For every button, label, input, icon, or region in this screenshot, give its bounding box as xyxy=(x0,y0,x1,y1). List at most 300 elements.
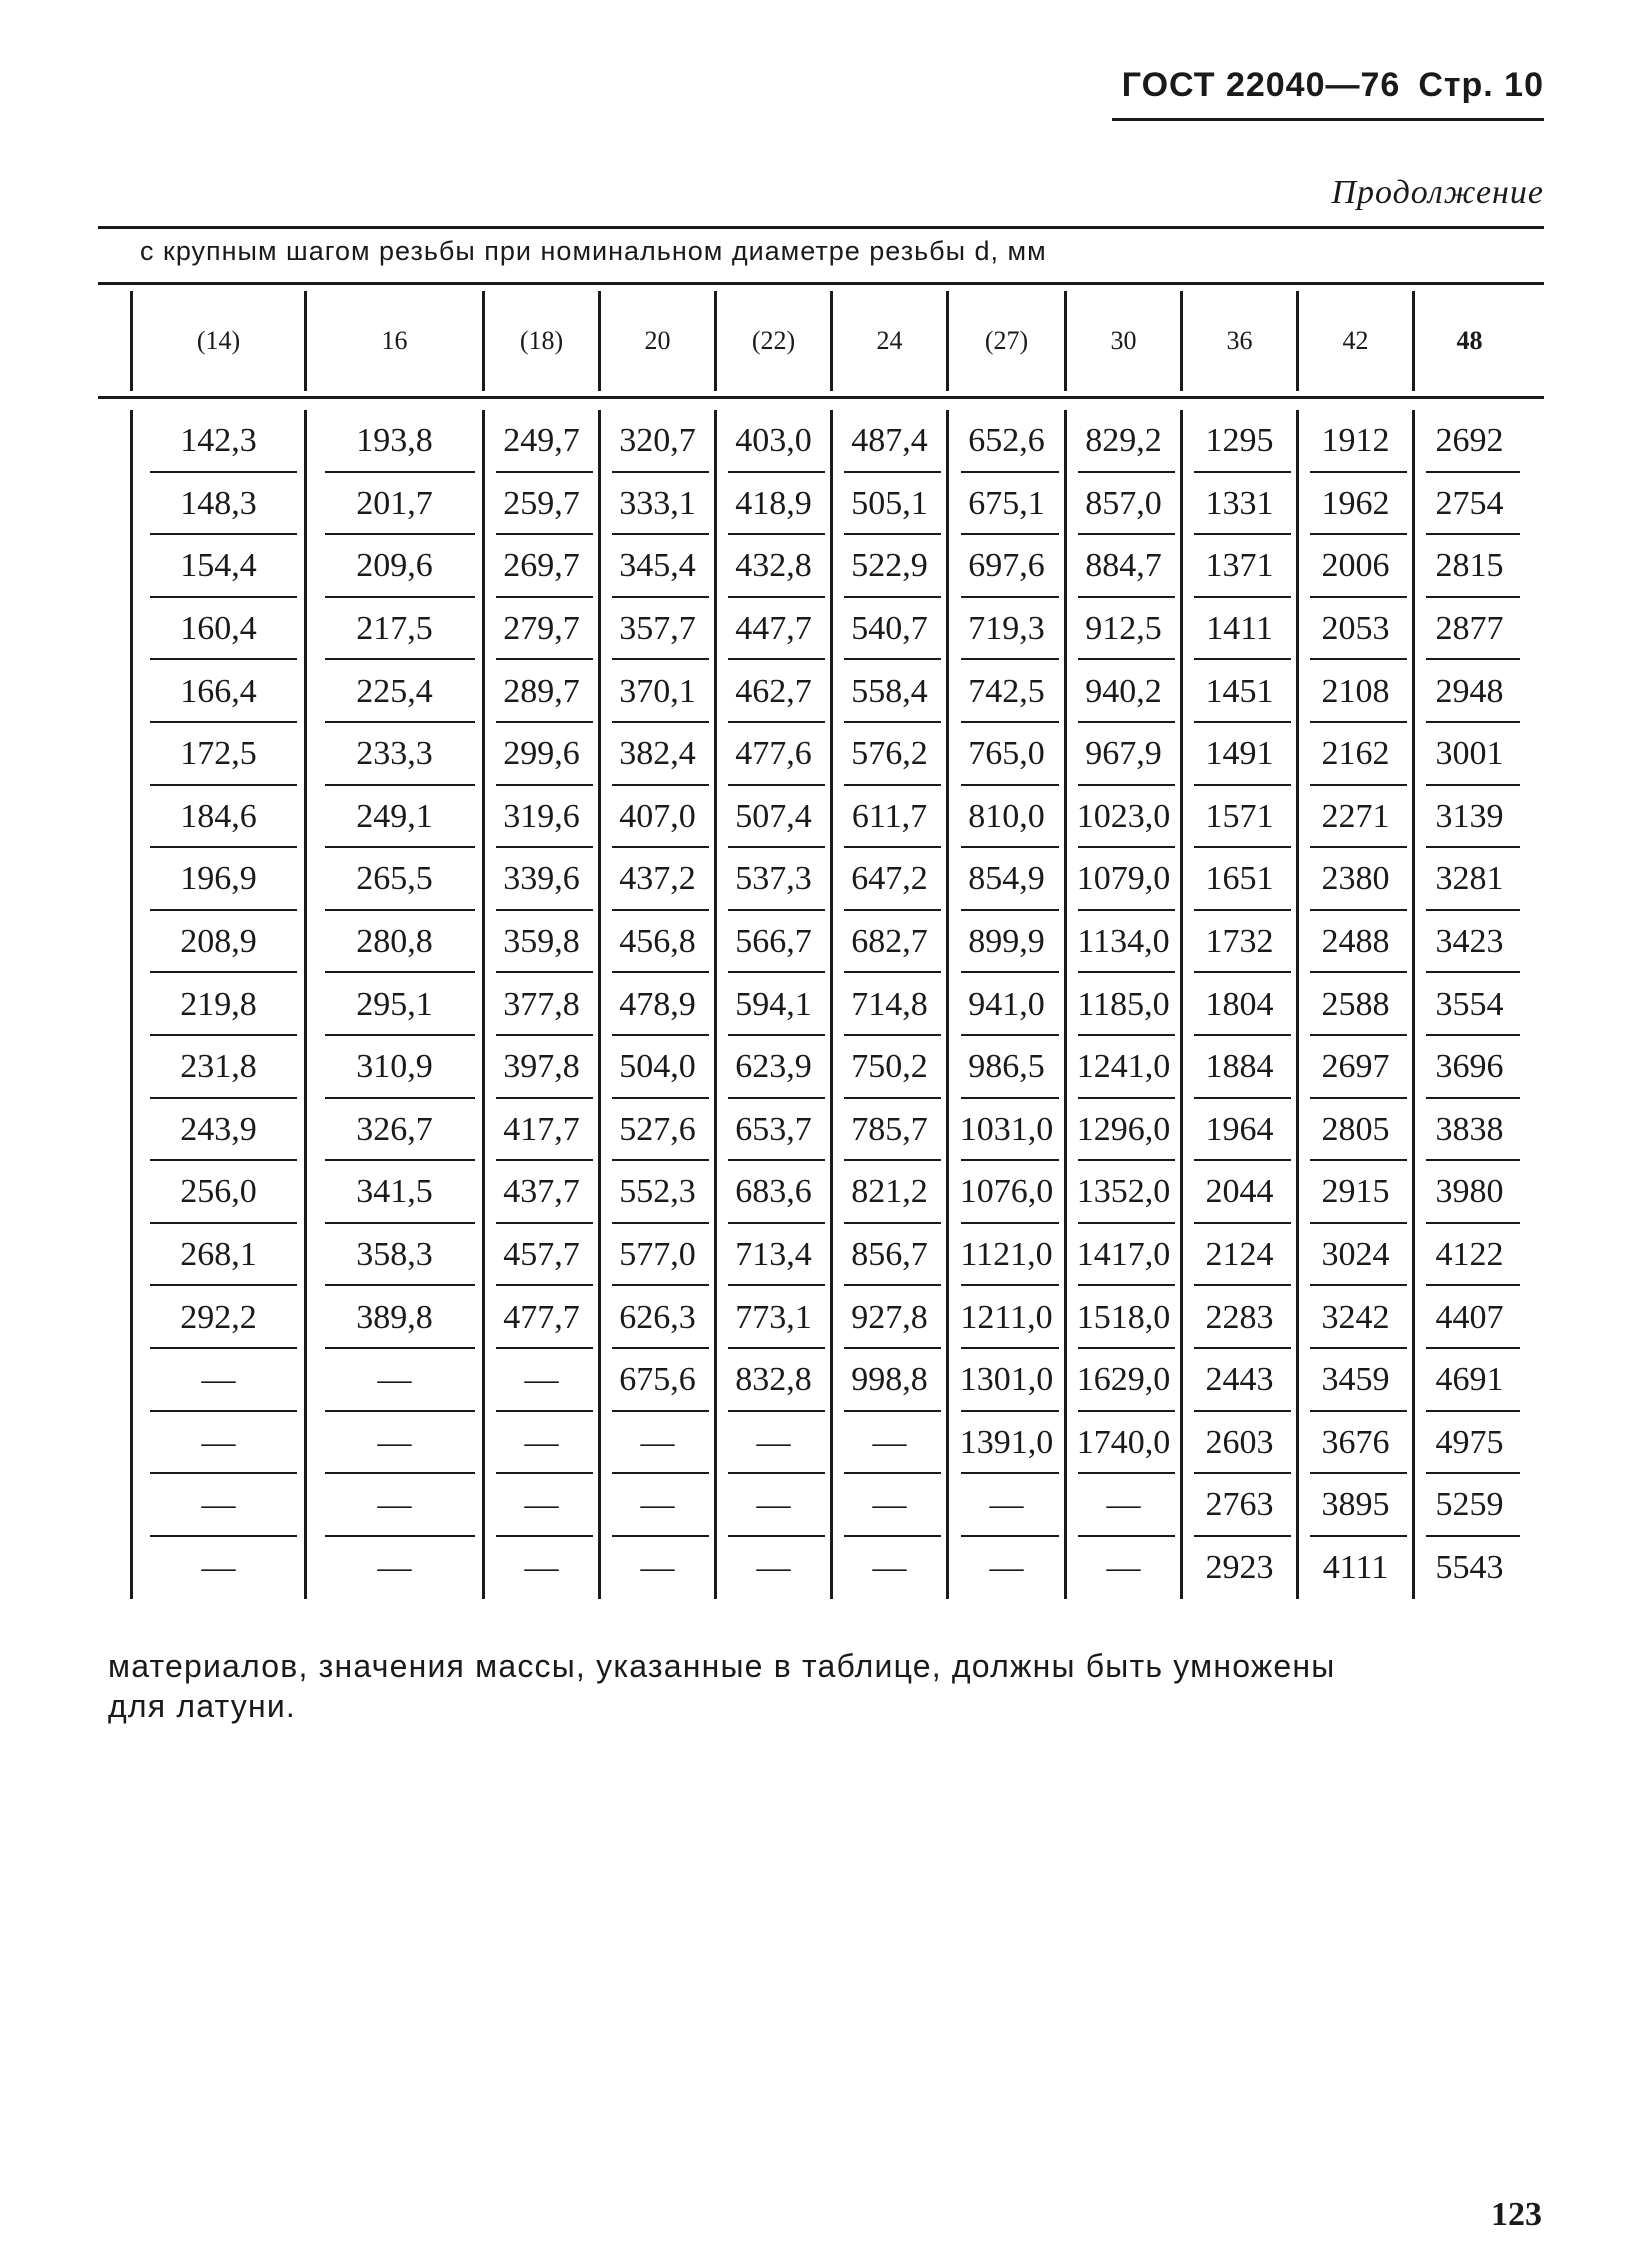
table-cell xyxy=(1296,1099,1412,1162)
cell-value: 998,8 xyxy=(851,1361,928,1399)
table-cell xyxy=(598,848,714,911)
cell-value: 225,4 xyxy=(356,672,433,710)
cell-value: 2443 xyxy=(1205,1361,1274,1399)
cell-value: 3676 xyxy=(1321,1423,1390,1461)
table-cell xyxy=(946,1099,1064,1162)
table-cell xyxy=(1296,598,1412,661)
table-cell xyxy=(830,1099,946,1162)
table-cell xyxy=(598,410,714,473)
cell-value: 1964 xyxy=(1205,1110,1274,1148)
cell-value: 829,2 xyxy=(1085,422,1162,460)
cell-value: 2006 xyxy=(1321,547,1390,585)
table-cell xyxy=(482,410,598,473)
cell-value: 2877 xyxy=(1435,610,1504,648)
cell-value: 3281 xyxy=(1435,860,1504,898)
table-cell xyxy=(1180,1036,1296,1099)
footnote-line-2: для латуни. xyxy=(108,1688,296,1724)
table-cell xyxy=(946,535,1064,598)
cell-value: — xyxy=(640,1548,675,1586)
table-cell xyxy=(1064,535,1180,598)
table-cell xyxy=(830,723,946,786)
table-cell xyxy=(130,1036,304,1099)
table-cell xyxy=(1296,848,1412,911)
cell-value: 295,1 xyxy=(356,985,433,1023)
table-cell xyxy=(830,1412,946,1475)
table-cell xyxy=(598,660,714,723)
table-cell xyxy=(1180,786,1296,849)
table-row xyxy=(130,1349,1544,1412)
cell-value: 1185,0 xyxy=(1077,985,1170,1023)
table-cell xyxy=(1296,1286,1412,1349)
cell-value: 1732 xyxy=(1205,923,1274,961)
table-row xyxy=(130,848,1544,911)
table-cell xyxy=(1064,1224,1180,1287)
table-cell xyxy=(1180,1537,1296,1600)
column-header: (18) xyxy=(482,291,598,391)
table-cell xyxy=(946,660,1064,723)
table-cell xyxy=(1064,723,1180,786)
page-header xyxy=(1122,66,1544,105)
cell-value: 552,3 xyxy=(619,1173,696,1211)
table-cell xyxy=(946,786,1064,849)
table-caption: с крупным шагом резьбы при номинальном диаметре резьбы d, мм xyxy=(140,236,1047,266)
table-cell xyxy=(304,473,482,536)
cell-value: 1076,0 xyxy=(959,1173,1054,1211)
table-cell xyxy=(482,1224,598,1287)
cell-value: 5259 xyxy=(1435,1486,1504,1524)
cell-value: 265,5 xyxy=(356,860,433,898)
cell-value: 537,3 xyxy=(735,860,812,898)
table-cell xyxy=(1412,410,1524,473)
cell-value: 2108 xyxy=(1321,672,1390,710)
table-cell xyxy=(1180,723,1296,786)
table-cell xyxy=(130,848,304,911)
cell-value: — xyxy=(377,1361,412,1399)
table-row xyxy=(130,1099,1544,1162)
table-cell xyxy=(598,1349,714,1412)
header-divider xyxy=(1112,118,1544,121)
cell-value: 2162 xyxy=(1321,735,1390,773)
cell-value: — xyxy=(872,1548,907,1586)
mass-table xyxy=(130,285,1544,1599)
table-cell xyxy=(946,1412,1064,1475)
cell-value: 319,6 xyxy=(503,797,580,835)
cell-value: 2053 xyxy=(1321,610,1390,648)
table-cell xyxy=(714,848,830,911)
table-row xyxy=(130,1474,1544,1537)
cell-value: 505,1 xyxy=(851,484,928,522)
table-header-row xyxy=(130,285,1544,396)
cell-value: 477,6 xyxy=(735,735,812,773)
cell-value: 389,8 xyxy=(356,1298,433,1336)
table-cell xyxy=(598,786,714,849)
cell-value: 292,2 xyxy=(180,1298,257,1336)
table-cell xyxy=(482,1161,598,1224)
table-cell xyxy=(946,598,1064,661)
cell-value: 1451 xyxy=(1205,672,1274,710)
cell-value: 1295 xyxy=(1205,422,1274,460)
cell-value: 487,4 xyxy=(851,422,928,460)
cell-value: 683,6 xyxy=(735,1173,812,1211)
cell-value: 941,0 xyxy=(968,985,1045,1023)
cell-value: 773,1 xyxy=(735,1298,812,1336)
cell-value: — xyxy=(1106,1548,1141,1586)
table-cell xyxy=(1180,410,1296,473)
table-cell xyxy=(946,848,1064,911)
document-code: ГОСТ 22040—76 xyxy=(1121,66,1401,104)
table-cell xyxy=(1412,911,1524,974)
table-cell xyxy=(304,1349,482,1412)
cell-value: 193,8 xyxy=(356,422,433,460)
cell-value: 3696 xyxy=(1435,1048,1504,1086)
cell-value: 899,9 xyxy=(968,923,1045,961)
table-row xyxy=(130,973,1544,1036)
cell-value: 4111 xyxy=(1322,1548,1389,1586)
cell-value: 940,2 xyxy=(1085,672,1162,710)
cell-value: 714,8 xyxy=(851,985,928,1023)
table-cell xyxy=(946,1224,1064,1287)
cell-value: 256,0 xyxy=(180,1173,257,1211)
table-cell xyxy=(830,660,946,723)
table-cell xyxy=(482,973,598,1036)
table-cell xyxy=(482,1474,598,1537)
table-cell xyxy=(1412,1036,1524,1099)
table-cell xyxy=(130,1412,304,1475)
cell-value: 765,0 xyxy=(968,735,1045,773)
column-header: 30 xyxy=(1064,291,1180,391)
table-cell xyxy=(1412,1161,1524,1224)
table-cell xyxy=(714,786,830,849)
cell-value: 2603 xyxy=(1205,1423,1274,1461)
cell-value: 4975 xyxy=(1435,1423,1504,1461)
cell-value: 3895 xyxy=(1321,1486,1390,1524)
cell-value: 217,5 xyxy=(356,610,433,648)
table-cell xyxy=(1064,1412,1180,1475)
cell-value: 3980 xyxy=(1435,1173,1504,1211)
table-cell xyxy=(130,473,304,536)
cell-value: 2815 xyxy=(1435,547,1504,585)
cell-value: 504,0 xyxy=(619,1048,696,1086)
table-cell xyxy=(304,723,482,786)
cell-value: 2923 xyxy=(1205,1548,1274,1586)
table-cell xyxy=(130,973,304,1036)
table-cell xyxy=(1412,535,1524,598)
table-cell xyxy=(1296,1224,1412,1287)
cell-value: — xyxy=(756,1486,791,1524)
cell-value: 912,5 xyxy=(1085,610,1162,648)
cell-value: 280,8 xyxy=(356,923,433,961)
table-cell xyxy=(1180,535,1296,598)
table-cell xyxy=(482,473,598,536)
cell-value: 2763 xyxy=(1205,1486,1274,1524)
table-cell xyxy=(482,1412,598,1475)
table-cell xyxy=(304,598,482,661)
cell-value: 2754 xyxy=(1435,484,1504,522)
table-cell xyxy=(130,660,304,723)
table-cell xyxy=(1064,598,1180,661)
cell-value: 359,8 xyxy=(503,923,580,961)
cell-value: 750,2 xyxy=(851,1048,928,1086)
table-cell xyxy=(304,1161,482,1224)
table-body xyxy=(130,410,1544,1599)
cell-value: 456,8 xyxy=(619,923,696,961)
table-cell xyxy=(1180,1099,1296,1162)
table-cell xyxy=(714,973,830,1036)
cell-value: 142,3 xyxy=(180,422,257,460)
table-cell xyxy=(130,723,304,786)
cell-value: 3423 xyxy=(1435,923,1504,961)
table-row xyxy=(130,660,1544,723)
cell-value: 713,4 xyxy=(735,1236,812,1274)
table-cell xyxy=(1296,473,1412,536)
table-cell xyxy=(1064,660,1180,723)
table-cell xyxy=(598,723,714,786)
cell-value: 417,7 xyxy=(503,1110,580,1148)
table-cell xyxy=(1180,660,1296,723)
cell-value: 742,5 xyxy=(968,672,1045,710)
cell-value: 2948 xyxy=(1435,672,1504,710)
cell-value: 357,7 xyxy=(619,610,696,648)
cell-value: 310,9 xyxy=(356,1048,433,1086)
table-cell xyxy=(130,1161,304,1224)
cell-value: — xyxy=(201,1361,236,1399)
table-cell xyxy=(304,1286,482,1349)
table-cell xyxy=(830,535,946,598)
cell-value: 403,0 xyxy=(735,422,812,460)
table-cell xyxy=(1412,1099,1524,1162)
table-cell xyxy=(1412,473,1524,536)
table-cell xyxy=(482,786,598,849)
cell-value: — xyxy=(524,1548,559,1586)
table-cell xyxy=(830,1224,946,1287)
table-cell xyxy=(1412,786,1524,849)
cell-value: 2488 xyxy=(1321,923,1390,961)
table-cell xyxy=(1064,1099,1180,1162)
table-cell xyxy=(1296,1349,1412,1412)
table-cell xyxy=(130,1099,304,1162)
table-cell xyxy=(598,473,714,536)
table-cell xyxy=(130,1537,304,1600)
cell-value: 594,1 xyxy=(735,985,812,1023)
table-cell xyxy=(482,598,598,661)
cell-value: 653,7 xyxy=(735,1110,812,1148)
cell-value: 682,7 xyxy=(851,923,928,961)
table-row xyxy=(130,1537,1544,1600)
table-cell xyxy=(304,1412,482,1475)
cell-value: 269,7 xyxy=(503,547,580,585)
cell-value: 341,5 xyxy=(356,1173,433,1211)
table-cell xyxy=(482,1099,598,1162)
table-cell xyxy=(714,410,830,473)
cell-value: 358,3 xyxy=(356,1236,433,1274)
table-cell xyxy=(304,848,482,911)
table-cell xyxy=(130,1474,304,1537)
cell-value: 623,9 xyxy=(735,1048,812,1086)
table-cell xyxy=(1180,598,1296,661)
continuation-label: Продолжение xyxy=(1331,174,1544,211)
table-row xyxy=(130,911,1544,974)
cell-value: 447,7 xyxy=(735,610,812,648)
table-cell xyxy=(714,1286,830,1349)
cell-value: 1371 xyxy=(1205,547,1274,585)
table-cell xyxy=(1296,1474,1412,1537)
table-cell xyxy=(598,1161,714,1224)
cell-value: 1740,0 xyxy=(1076,1423,1171,1461)
table-cell xyxy=(830,1474,946,1537)
table-cell xyxy=(1296,410,1412,473)
table-cell xyxy=(830,786,946,849)
cell-value: 279,7 xyxy=(503,610,580,648)
cell-value: 154,4 xyxy=(180,547,257,585)
cell-value: 566,7 xyxy=(735,923,812,961)
table-cell xyxy=(1296,911,1412,974)
table-cell xyxy=(1180,848,1296,911)
cell-value: 407,0 xyxy=(619,797,696,835)
column-header: 36 xyxy=(1180,291,1296,391)
cell-value: 437,7 xyxy=(503,1173,580,1211)
table-cell xyxy=(304,410,482,473)
table-cell xyxy=(714,911,830,974)
cell-value: — xyxy=(756,1423,791,1461)
cell-value: 462,7 xyxy=(735,672,812,710)
column-header: 42 xyxy=(1296,291,1412,391)
table-cell xyxy=(1412,1224,1524,1287)
cell-value: 2805 xyxy=(1321,1110,1390,1148)
cell-value: 289,7 xyxy=(503,672,580,710)
page-number: 123 xyxy=(1491,2196,1542,2233)
cell-value: 3242 xyxy=(1321,1298,1390,1336)
cell-value: 208,9 xyxy=(180,923,257,961)
table-row xyxy=(130,535,1544,598)
table-cell xyxy=(714,1036,830,1099)
table-row xyxy=(130,786,1544,849)
cell-value: 1352,0 xyxy=(1076,1173,1171,1211)
table-cell xyxy=(1064,786,1180,849)
table-cell xyxy=(946,973,1064,1036)
cell-value: 299,6 xyxy=(503,735,580,773)
cell-value: 233,3 xyxy=(356,735,433,773)
cell-value: 4691 xyxy=(1435,1361,1504,1399)
table-cell xyxy=(830,1349,946,1412)
table-row xyxy=(130,723,1544,786)
cell-value: — xyxy=(1106,1486,1141,1524)
cell-value: — xyxy=(872,1486,907,1524)
cell-value: 437,2 xyxy=(619,860,696,898)
table-cell xyxy=(1296,660,1412,723)
table-cell xyxy=(304,786,482,849)
cell-value: 1518,0 xyxy=(1076,1298,1171,1336)
cell-value: 857,0 xyxy=(1085,484,1162,522)
table-cell xyxy=(130,1349,304,1412)
cell-value: 1912 xyxy=(1321,422,1390,460)
cell-value: 209,6 xyxy=(356,547,433,585)
table-row xyxy=(130,473,1544,536)
table-row xyxy=(130,1036,1544,1099)
cell-value: 1804 xyxy=(1205,985,1274,1023)
table-cell xyxy=(1180,473,1296,536)
table-row xyxy=(130,598,1544,661)
column-header: 24 xyxy=(830,291,946,391)
table-cell xyxy=(1412,1474,1524,1537)
table-cell xyxy=(1412,723,1524,786)
cell-value: 2915 xyxy=(1321,1173,1390,1211)
footnote-line-1: материалов, значения массы, указанные в таблице, должны быть умножены xyxy=(108,1648,1336,1684)
cell-value: 986,5 xyxy=(968,1048,1045,1086)
table-cell xyxy=(1296,786,1412,849)
cell-value: — xyxy=(524,1486,559,1524)
table-cell xyxy=(1296,1161,1412,1224)
footnote xyxy=(108,1646,1508,1726)
cell-value: 2283 xyxy=(1205,1298,1274,1336)
table-cell xyxy=(1412,973,1524,1036)
table-cell xyxy=(946,1349,1064,1412)
cell-value: 243,9 xyxy=(180,1110,257,1148)
cell-value: 577,0 xyxy=(619,1236,696,1274)
cell-value: 249,7 xyxy=(503,422,580,460)
cell-value: 611,7 xyxy=(851,797,928,835)
column-header: 16 xyxy=(304,291,482,391)
table-cell xyxy=(946,1286,1064,1349)
page-label: Стр. 10 xyxy=(1418,66,1544,104)
table-cell xyxy=(598,1412,714,1475)
cell-value: 927,8 xyxy=(851,1298,928,1336)
table-cell xyxy=(946,1161,1064,1224)
cell-value: 418,9 xyxy=(735,484,812,522)
cell-value: 219,8 xyxy=(180,985,257,1023)
cell-value: 1571 xyxy=(1205,797,1274,835)
table-row xyxy=(130,410,1544,473)
table-cell xyxy=(482,1286,598,1349)
table-cell xyxy=(1064,973,1180,1036)
table-top-rule xyxy=(98,226,1544,229)
table-cell xyxy=(304,973,482,1036)
cell-value: — xyxy=(377,1486,412,1524)
column-header: (27) xyxy=(946,291,1064,391)
table-cell xyxy=(830,410,946,473)
cell-value: 854,9 xyxy=(968,860,1045,898)
table-cell xyxy=(598,535,714,598)
column-header: 48 xyxy=(1412,291,1524,391)
column-header: 20 xyxy=(598,291,714,391)
table-cell xyxy=(598,1537,714,1600)
table-row xyxy=(130,1286,1544,1349)
table-cell xyxy=(304,1099,482,1162)
table-cell xyxy=(946,1036,1064,1099)
table-cell xyxy=(304,660,482,723)
table-cell xyxy=(714,598,830,661)
table-cell xyxy=(482,848,598,911)
cell-value: 377,8 xyxy=(503,985,580,1023)
cell-value: — xyxy=(377,1423,412,1461)
cell-value: 1962 xyxy=(1321,484,1390,522)
cell-value: 326,7 xyxy=(356,1110,433,1148)
cell-value: — xyxy=(377,1548,412,1586)
cell-value: 5543 xyxy=(1435,1548,1504,1586)
table-cell xyxy=(598,1474,714,1537)
cell-value: 1491 xyxy=(1205,735,1274,773)
cell-value: 2271 xyxy=(1321,797,1390,835)
cell-value: 697,6 xyxy=(968,547,1045,585)
table-cell xyxy=(1180,1286,1296,1349)
cell-value: 2044 xyxy=(1205,1173,1274,1211)
cell-value: 231,8 xyxy=(180,1048,257,1086)
table-row xyxy=(130,1412,1544,1475)
table-cell xyxy=(714,1099,830,1162)
cell-value: 1134,0 xyxy=(1077,923,1170,961)
table-cell xyxy=(304,1036,482,1099)
cell-value: 320,7 xyxy=(619,422,696,460)
cell-value: 785,7 xyxy=(851,1110,928,1148)
